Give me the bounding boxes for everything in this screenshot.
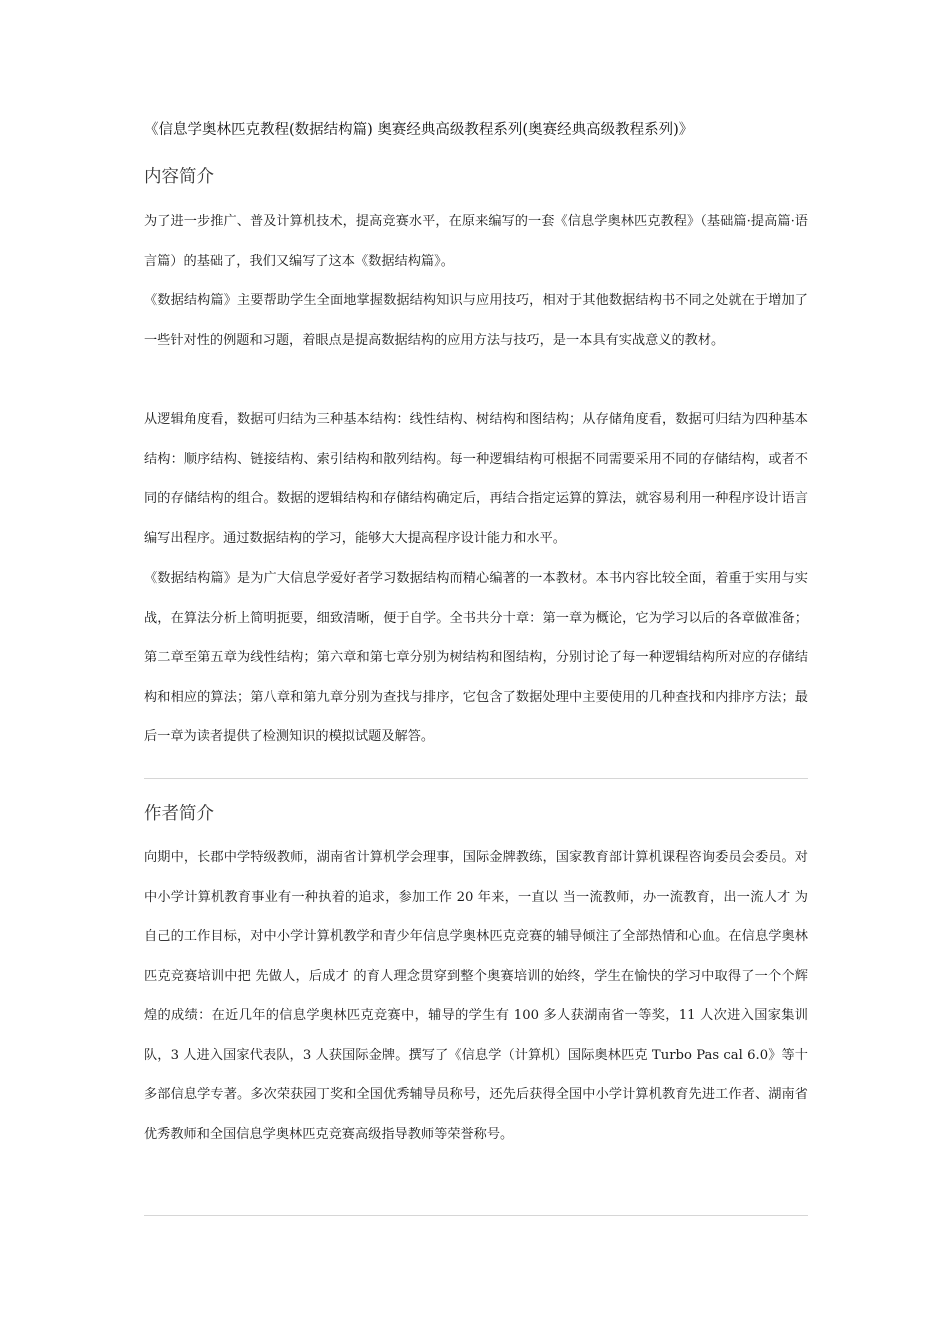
author-intro-paragraph: 向期中，长郡中学特级教师，湖南省计算机学会理事，国际金牌教练，国家教育部计算机课程咨询委员会委员。对中小学计算机教育事业有一种执着的追求，参加工作 20 年来，一直以 当一流教师，办一流教育，出一流人才 为自己的工作目标，对中小学计算机教学和青少年信息学奥林匹克竞赛的辅导倾注了全部热情和心血。在信息学奥林匹克竞赛培训中把 先做人，后成才 的育人理念贯穿到整个奥赛培训的始终，学生在愉快的学习中取得了一个个辉煌的成绩：在近几年的信息学奥林匹克竞赛中，辅导的学生有 100 多人获湖南省一等奖，11 人次进入国家集训队，3 人进入国家代表队，3 人获国际金牌。撰写了《信息学（计算机）国际奥林匹克 Turbo Pas cal 6.0》等十多部信息学专著。多次荣获园丁奖和全国优秀辅导员称号，还先后获得全国中小学计算机教育先进工作者、湖南省优秀教师和全国信息学奥林匹克竞赛高级指导教师等荣誉称号。	[144, 850, 808, 1142]
content-intro-paragraph-4: 《数据结构篇》是为广大信息学爱好者学习数据结构而精心编著的一本教材。本书内容比较全面，着重于实用与实战，在算法分析上简明扼要，细致清晰，便于自学。全书共分十章：第一章为概论，它为学习以后的各章做准备；第二章至第五章为线性结构；第六章和第七章分别为树结构和图结构，分别讨论了每一种逻辑结构所对应的存储结构和相应的算法；第八章和第九章分别为查找与排序，它包含了数据处理中主要使用的几种查找和内排序方法；最后一章为读者提供了检测知识的模拟试题及解答。	[144, 571, 808, 744]
section-divider-bottom	[144, 1215, 808, 1216]
book-title: 《信息学奥林匹克教程(数据结构篇) 奥赛经典高级教程系列(奥赛经典高级教程系列)》	[144, 122, 694, 138]
content-intro-paragraph-3: 从逻辑角度看，数据可归结为三种基本结构：线性结构、树结构和图结构；从存储角度看，数据可归结为四种基本结构：顺序结构、链接结构、索引结构和散列结构。每一种逻辑结构可根据不同需要采用不同的存储结构，或者不同的存储结构的组合。数据的逻辑结构和存储结构确定后，再结合指定运算的算法，就容易利用一种程序设计语言编写出程序。通过数据结构的学习，能够大大提高程序设计能力和水平。	[144, 412, 808, 546]
author-intro-heading: 作者简介	[144, 804, 214, 824]
section-divider	[144, 778, 808, 779]
content-intro-paragraph-1: 为了进一步推广、普及计算机技术，提高竞赛水平，在原来编写的一套《信息学奥林匹克教程》（基础篇·提高篇·语言篇）的基础了，我们又编写了这本《数据结构篇》。	[144, 214, 808, 269]
content-intro-paragraph-2: 《数据结构篇》主要帮助学生全面地掌握数据结构知识与应用技巧，相对于其他数据结构书不同之处就在于增加了一些针对性的例题和习题，着眼点是提高数据结构的应用方法与技巧，是一本具有实战意义的教材。	[144, 293, 808, 348]
content-intro-heading: 内容简介	[144, 167, 214, 187]
